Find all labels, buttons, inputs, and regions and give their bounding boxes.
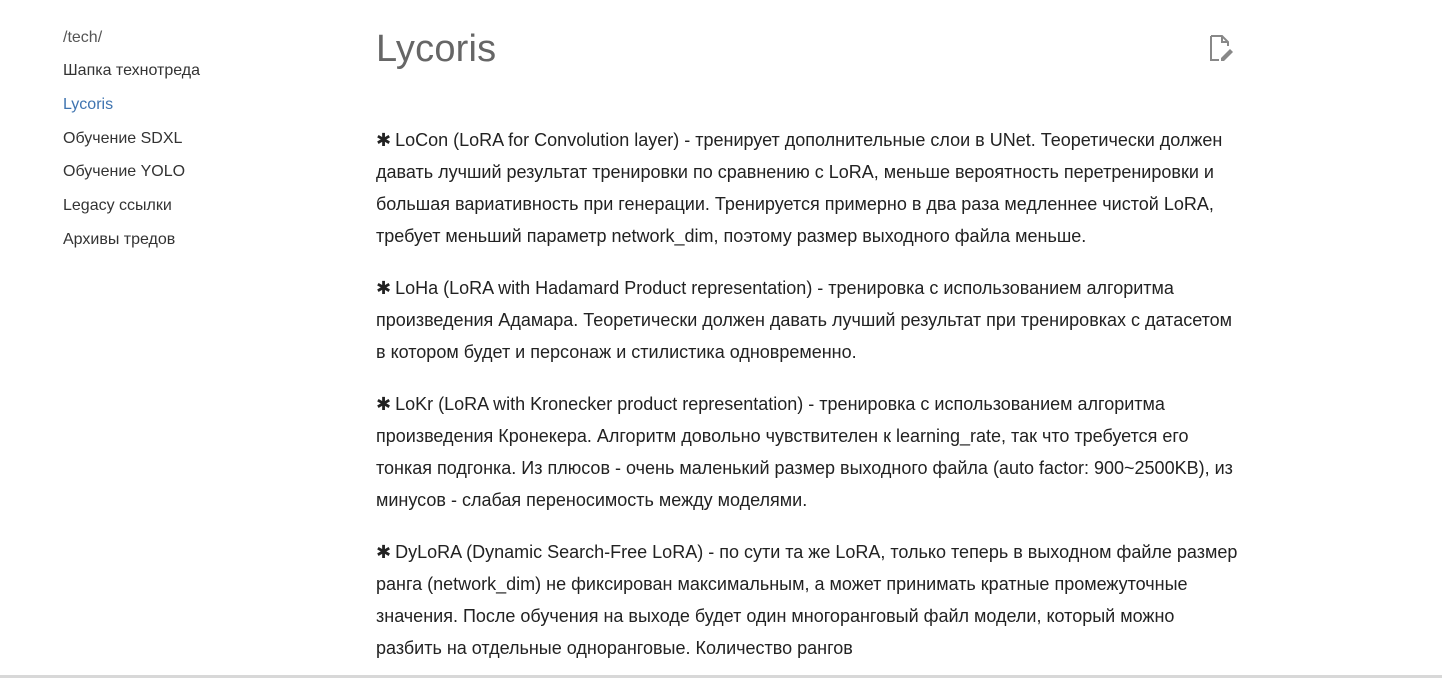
paragraph-text: LoHa (LoRA with Hadamard Product representation) - тренировка с использованием алгоритма произведения Адамара. Теоретически должен давать лучший результат при тренировках с датасетом в котором будет и персонаж и стилистика одновременно.: [376, 278, 1233, 362]
paragraph-text: DyLoRA (Dynamic Search-Free LoRA) - по сути та же LoRA, только теперь в выходном файле размер ранга (network_dim) не фиксирован максимальным, а может принимать кратные промежуточные значения. После обучения на выходе будет один многоранговый файл модели, который можно разбить на отдельные одноранговые. Количество рангов: [376, 542, 1238, 658]
sidebar-item-sdxl-training[interactable]: Обучение SDXL: [63, 129, 183, 147]
paragraph-lokr: [376, 388, 1238, 516]
sidebar-item-thread-archives[interactable]: Архивы тредов: [63, 230, 176, 248]
edit-page-icon: [1208, 34, 1234, 62]
page-title: Lycoris: [376, 28, 497, 70]
paragraph-text: LoKr (LoRA with Kronecker product representation) - тренировка с использованием алгоритма произведения Кронекера. Алгоритм довольно чувствителен к learning_rate, так что требуется его тонкая подгонка. Из плюсов - очень маленький размер выходного файла (auto factor: 900~2500KB), из минусов - слабая переносимость между моделями.: [376, 394, 1233, 510]
bullet-icon: ✱: [376, 542, 392, 562]
paragraph-text: LoCon (LoRA for Convolution layer) - тренирует дополнительные слои в UNet. Теоретически должен давать лучший результат тренировки по сравнению с LoRA, меньше вероятность перетренировки и большая вариативность при генерации. Тренируется примерно в два раза медленнее чистой LoRA, требует меньший параметр network_dim, поэтому размер выходного файла меньше.: [376, 130, 1223, 246]
sidebar-item-legacy-links[interactable]: Legacy ссылки: [63, 197, 172, 215]
paragraph-loha: [376, 272, 1238, 368]
paragraph-dylora: [376, 536, 1238, 664]
main-content: [376, 24, 1246, 678]
sidebar-item-lycoris[interactable]: Lycoris: [63, 95, 114, 113]
bullet-icon: ✱: [376, 278, 392, 298]
bullet-icon: ✱: [376, 394, 392, 414]
paragraph-locon: [376, 124, 1238, 252]
sidebar-item-yolo-training[interactable]: Обучение YOLO: [63, 163, 186, 181]
sidebar-item-tech-header[interactable]: Шапка технотреда: [63, 62, 201, 79]
sidebar-section-title: /tech/: [63, 29, 103, 46]
article-body: [376, 124, 1238, 664]
edit-page-button[interactable]: [1208, 34, 1234, 62]
bullet-icon: ✱: [376, 130, 392, 150]
sidebar-nav: [63, 27, 323, 263]
